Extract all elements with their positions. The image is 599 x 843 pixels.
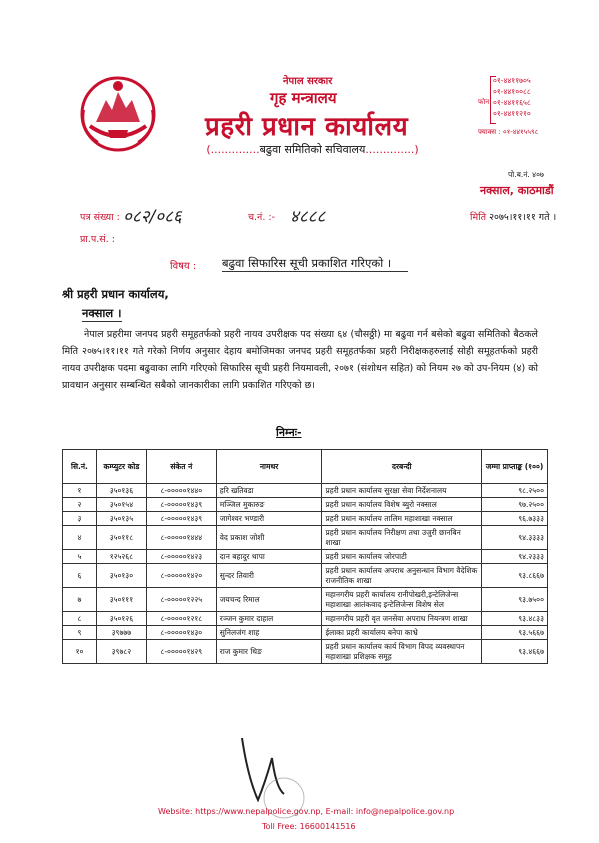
cell-posting: प्रहरी प्रधान कार्यालय तालिम महाशाखा नक्साल [322, 512, 482, 526]
col-symbol-no: संकेत नं [146, 450, 216, 484]
cell-posting: प्रहरी प्रधान कार्यालय विशेष ब्युरो नक्साल [322, 498, 482, 512]
addressee-place: नक्साल । [82, 306, 122, 320]
date-value: २०७५।११।११ गते । [489, 212, 557, 223]
table-row [63, 550, 548, 564]
table-row [63, 626, 548, 640]
addressee-office: श्री प्रहरी प्रधान कार्यालय, [62, 287, 169, 301]
letter-date [470, 210, 556, 223]
cell-name: जयचन्द रिमाल [216, 588, 322, 612]
cell-computer-code: ३५०१३० [96, 564, 146, 588]
cell-posting: प्रहरी प्रधान कार्यालय अपराध अनुसन्धान विभाग वैदेशिक राजनीतिक शाखा [322, 564, 482, 588]
subject-underline [222, 271, 408, 272]
cell-serial: ५ [63, 550, 97, 564]
cell-posting: महानगरीय प्रहरी कार्यालय रानीपोखरी,इन्टेलिजेन्स महाशाखा आतंकवाद इन्टेलिजेन्स विशेष सेल [322, 588, 482, 612]
dots-left: (.............. [206, 143, 260, 156]
subject-text: बढुवा सिफारिस सूची प्रकाशित गरिएको । [222, 256, 392, 270]
phone-number: ०१-४४११२१० [493, 109, 531, 118]
cell-total-score: ९७.२५०० [482, 498, 548, 512]
col-serial: सि.नं. [63, 450, 97, 484]
col-total-score: जम्मा प्राप्ताङ्क (१००) [482, 450, 548, 484]
table-row [63, 640, 548, 664]
phone-number: ०१-४४११७०५ [493, 76, 531, 85]
cell-serial: १० [63, 640, 97, 664]
date-label: मिति [470, 212, 487, 223]
cell-total-score: ९६.७३३३ [482, 512, 548, 526]
cell-name: सुन्दर तिवारी [216, 564, 322, 588]
cell-computer-code: ३९७८२ [96, 640, 146, 664]
table-row [63, 588, 548, 612]
table-row [63, 612, 548, 626]
cell-computer-code: ३५०१२६ [96, 612, 146, 626]
cell-name: वेद प्रकाश जोशी [216, 526, 322, 550]
cell-serial: ६ [63, 564, 97, 588]
table-header-row [63, 450, 548, 484]
cell-serial: २ [63, 498, 97, 512]
cell-computer-code: ३५०१११ [96, 588, 146, 612]
cell-serial: १ [63, 484, 97, 498]
ministry-name: गृह मन्त्रालय [270, 89, 337, 107]
cell-posting: प्रहरी प्रधान कार्यालय कार्य विभाग विपद व्यवस्थापन महाशाखा प्रशिक्षक समूह [322, 640, 482, 664]
col-computer-code: कम्प्युटर कोड [96, 450, 146, 484]
table-row [63, 512, 548, 526]
letter-no: ०८२/०८६ [123, 207, 182, 227]
table-row [63, 498, 548, 512]
footer-website: Website: https://www.nepalpolice.gov.np, E-mail: info@nepalpolice.gov.np [158, 807, 455, 816]
footer-tollfree: Toll Free: 16600141516 [262, 822, 356, 831]
pps-label: प्रा.प.सं. : [80, 234, 115, 245]
cell-computer-code: १२५२६८ [96, 550, 146, 564]
col-name: नामथर [216, 450, 322, 484]
cell-computer-code: ३५०१५४ [96, 498, 146, 512]
cell-name: रञ्जन कुमार दाहाल [216, 612, 322, 626]
cell-computer-code: ३५०१३६ [96, 484, 146, 498]
cell-posting: प्रहरी प्रधान कार्यालय सुरक्षा सेवा निर्देशनालय [322, 484, 482, 498]
col-posting: दरबन्दी [322, 450, 482, 484]
fax-number: फ्याक्स : ०१-४४१५५९८ [478, 128, 539, 136]
phone-numbers [493, 75, 531, 119]
table-row [63, 564, 548, 588]
cell-serial: ८ [63, 612, 97, 626]
cell-symbol-no: ८-०००००१४२३ [146, 550, 216, 564]
cell-total-score: ९३.४६६७ [482, 640, 548, 664]
addressee-underline [82, 321, 122, 322]
cell-symbol-no: ८-०००००१४३९ [146, 498, 216, 512]
cell-serial: ७ [63, 588, 97, 612]
secretariat-name: बढुवा समितिको सचिवालय [259, 143, 366, 156]
dispatch-no: ४८८८ [290, 207, 326, 227]
dispatch-label: च.नं. :- [248, 212, 275, 223]
cell-total-score: ९३.४८३३ [482, 612, 548, 626]
cell-total-score: ९३.५६६७ [482, 626, 548, 640]
cell-serial: ४ [63, 526, 97, 550]
cell-total-score: ९३.८६६७ [482, 564, 548, 588]
letter-body: नेपाल प्रहरीमा जनपद प्रहरी समूहतर्फको प्रहरी नायव उपरीक्षक पद संख्या ६४ (चौसठ्ठी) मा बढुवा गर्न बसेको बढुवा समितिको बैठकले मिति २०७५।११।११ गते गरेको निर्णय अनुसार देहाय बमोजिमका जनपद प्रहरी समूहतर्फका प्रहरी निरीक्षकहरुलाई सोही समूहतर्फको प्रहरी नायव उपरीक्षक पदमा बढुवाका लागि गरिएको सिफारिस सूची प्रहरी नियमावली, २०७१ (संशोधन सहित) को नियम २७ को उप-नियम (४) को प्रावधान अनुसार सम्बन्धित सबैको जानकारीका लागि प्रकाशित गरिएको छ। [62, 329, 538, 391]
cell-name: हरि खतिवडा [216, 484, 322, 498]
cell-symbol-no: ८-०००००१४४४ [146, 526, 216, 550]
cell-computer-code: ३९७७७ [96, 626, 146, 640]
office-location: नक्साल, काठमाडौं [480, 184, 554, 197]
cell-symbol-no: ८-०००००१४४० [146, 484, 216, 498]
cell-symbol-no: ८-०००००१४२० [146, 564, 216, 588]
nepal-emblem-icon [78, 70, 158, 158]
cell-total-score: ९४.२३३३ [482, 550, 548, 564]
phone-number: ०१-४४१००८८ [493, 87, 531, 96]
cell-serial: ९ [63, 626, 97, 640]
cell-total-score: ९३.७५०० [482, 588, 548, 612]
cell-name: सुनिलजंग शाह [216, 626, 322, 640]
cell-name: जागेश्वर भण्डारी [216, 512, 322, 526]
secretariat-line [190, 142, 435, 157]
cell-name: राज कुमार थिङ [216, 640, 322, 664]
cell-symbol-no: ८-०००००१४२९ [146, 640, 216, 664]
cell-computer-code: ३५०११८ [96, 526, 146, 550]
phone-number: ०१-४४११६५८ [493, 98, 531, 107]
table-row [63, 484, 548, 498]
office-name: प्रहरी प्रधान कार्यालय [205, 112, 409, 142]
letter-no-label: पत्र संख्या : [80, 212, 120, 223]
dots-right: ..............) [365, 143, 419, 156]
cell-symbol-no: ८-०००००१२१८ [146, 612, 216, 626]
subject-label: विषय : [170, 261, 197, 272]
po-box: पो.ब.नं. ४०७ [508, 170, 544, 179]
cell-computer-code: ३५०१३५ [96, 512, 146, 526]
cell-total-score: ९४.३३३३ [482, 526, 548, 550]
cell-serial: ३ [63, 512, 97, 526]
cell-symbol-no: ८-०००००१२२५ [146, 588, 216, 612]
cell-posting: प्रहरी प्रधान कार्यालय जोरपाटी [322, 550, 482, 564]
cell-posting: महानगरीय प्रहरी वृत जनसेवा अपराध नियन्त्रण शाखा [322, 612, 482, 626]
cell-symbol-no: ८-०००००१४३० [146, 626, 216, 640]
cell-symbol-no: ८-०००००१४३९ [146, 512, 216, 526]
government-name: नेपाल सरकार [283, 76, 333, 87]
table-row [63, 526, 548, 550]
cell-posting: ईलाका प्रहरी कार्यालय बनेपा काभ्रे [322, 626, 482, 640]
list-heading: निम्नः- [276, 426, 302, 439]
phone-label: फोन [478, 98, 490, 106]
cell-name: मञ्जिल मुकारुङ [216, 498, 322, 512]
cell-total-score: ९८.२५०० [482, 484, 548, 498]
cell-name: दान बहादुर थापा [216, 550, 322, 564]
recommendation-table [62, 449, 548, 664]
cell-posting: प्रहरी प्रधान कार्यालय निरीक्षण तथा उजुरी छानबिन शाखा [322, 526, 482, 550]
